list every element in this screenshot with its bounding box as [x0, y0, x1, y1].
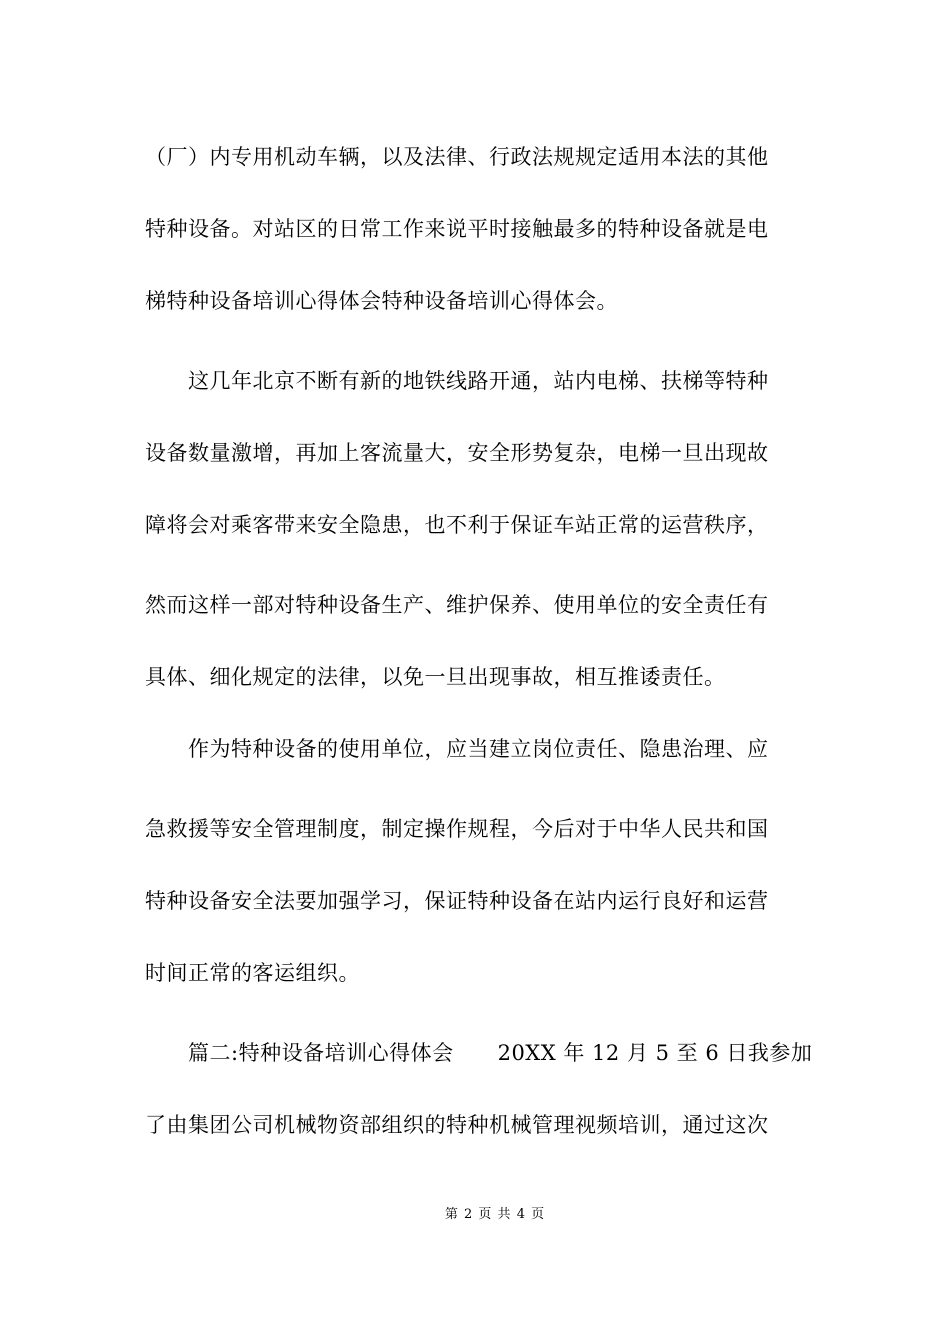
- text-line-9: 作为特种设备的使用单位，应当建立岗位责任、隐患治理、应: [188, 737, 769, 761]
- page-number: 第 2 页 共 4 页: [444, 1207, 546, 1222]
- text-line-4: 这几年北京不断有新的地铁线路开通，站内电梯、扶梯等特种: [188, 369, 769, 393]
- text-line-5: 设备数量激增，再加上客流量大，安全形势复杂，电梯一旦出现故: [145, 441, 769, 465]
- text-line-14: 了由集团公司机械物资部组织的特种机械管理视频培训，通过这次: [145, 1113, 769, 1137]
- section-heading: 篇二:特种设备培训心得体会: [188, 1041, 454, 1065]
- text-line-7: 然而这样一部对特种设备生产、维护保养、使用单位的安全责任有: [145, 593, 769, 617]
- text-line-2: 特种设备。对站区的日常工作来说平时接触最多的特种设备就是电: [145, 217, 769, 241]
- text-line-8: 具体、细化规定的法律，以免一旦出现事故，相互推诿责任。: [145, 665, 726, 689]
- section-date-text: 20XX 年 12 月 5 至 6 日我参加: [497, 1041, 813, 1065]
- text-line-12: 时间正常的客运组织。: [145, 961, 360, 985]
- text-line-3: 梯特种设备培训心得体会特种设备培训心得体会。: [145, 289, 618, 313]
- text-line-13: [188, 1038, 815, 1068]
- text-line-1: （厂）内专用机动车辆，以及法律、行政法规规定适用本法的其他: [145, 145, 769, 169]
- text-line-6: 障将会对乘客带来安全隐患，也不利于保证车站正常的运营秩序，: [145, 513, 769, 537]
- text-line-11: 特种设备安全法要加强学习，保证特种设备在站内运行良好和运营: [145, 889, 769, 913]
- text-line-10: 急救援等安全管理制度，制定操作规程，今后对于中华人民共和国: [145, 817, 769, 841]
